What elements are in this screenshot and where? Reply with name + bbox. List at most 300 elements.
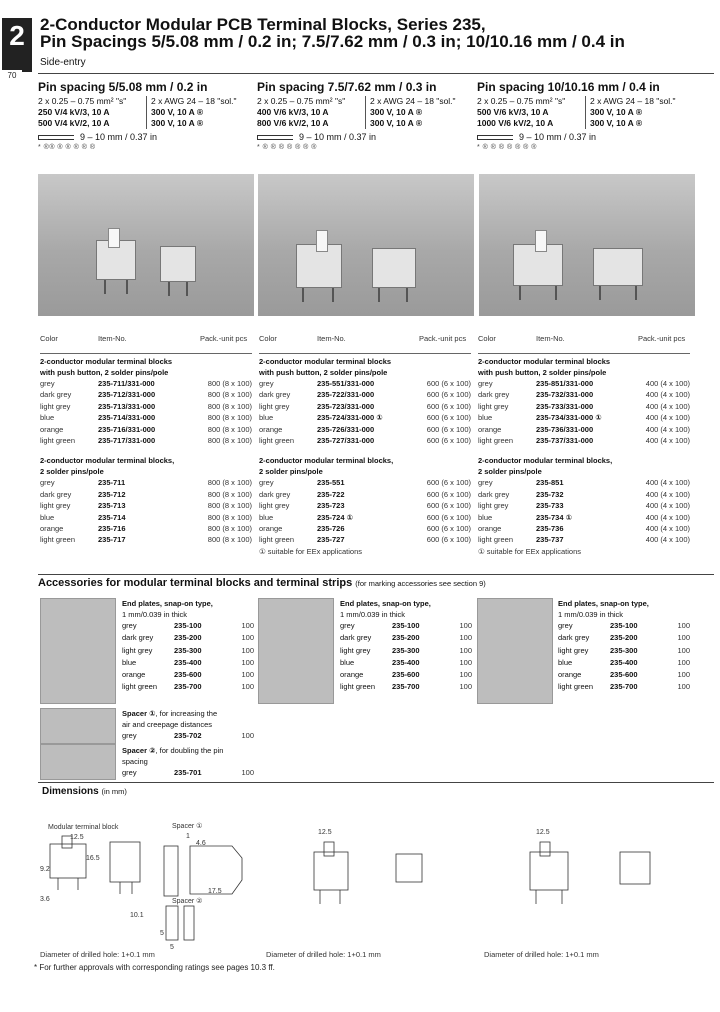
solder-pin [635, 286, 637, 300]
eex-note: ① suitable for EEx applications [259, 546, 363, 556]
cell-item: 235-400 [174, 657, 202, 667]
cell-item: 235-701 [174, 768, 202, 777]
table-row [558, 669, 690, 681]
divider [38, 574, 714, 575]
cell-pack: 800 (8 x 100) [207, 413, 252, 423]
spec-csa: 300 V, 10 A ® [370, 118, 423, 128]
cell-pack: 100 [677, 621, 690, 630]
product-photo-7mm [258, 174, 474, 316]
solder-pin [104, 280, 106, 294]
dim-16-5: 16.5 [86, 855, 100, 862]
table-header [40, 333, 252, 354]
table-row [40, 389, 252, 400]
end-plate-thickness: 1 mm/0.039 in thick [558, 610, 624, 619]
order-table-7mm [259, 333, 471, 557]
divider [38, 73, 714, 74]
wire-strip-icon [38, 135, 74, 140]
section-label-line: 2-conductor modular terminal blocks [40, 357, 173, 366]
cell-color: light green [40, 436, 76, 446]
cell-pack: 100 [459, 645, 472, 655]
drawing-block-5mm [50, 836, 140, 894]
cell-item: 235-716 [98, 524, 126, 534]
dim-1: 1 [186, 833, 190, 840]
spacer-1-desc: , for increasing the [155, 709, 218, 718]
cell-color: blue [259, 413, 274, 423]
column-5mm [38, 80, 250, 151]
spec-rating-1: 500 V/6 kV/3, 10 A [477, 107, 549, 117]
end-plates-group-3 [558, 598, 690, 694]
wire-strip-icon [257, 135, 293, 140]
strip-length [38, 132, 250, 142]
cell-color: grey [122, 621, 137, 630]
cell-item: 235-200 [610, 633, 638, 643]
cell-pack: 100 [241, 621, 254, 630]
cell-color: blue [40, 512, 55, 522]
cell-pack: 400 (4 x 100) [645, 401, 690, 411]
section-label [259, 356, 471, 378]
cell-pack: 800 (8 x 100) [207, 401, 252, 411]
cell-pack: 600 (6 x 100) [426, 501, 471, 511]
cell-pack: 400 (4 x 100) [645, 424, 690, 434]
spacer-2-group [122, 745, 254, 779]
product-photo-10mm [479, 174, 695, 316]
strip-length-text: 9 – 10 mm / 0.37 in [80, 132, 158, 142]
solder-pin [519, 286, 521, 300]
end-plate-thickness: 1 mm/0.039 in thick [122, 610, 188, 619]
dimension-drawings [40, 832, 720, 958]
cell-color: light green [478, 535, 514, 545]
solder-pin [378, 288, 380, 302]
table-row [259, 500, 471, 511]
cell-pack: 100 [241, 633, 254, 643]
cell-color: grey [122, 768, 137, 777]
table-row [478, 500, 690, 511]
cell-color: light grey [558, 645, 589, 655]
drawing-block-10mm [530, 842, 650, 904]
cell-item: 235-734 ① [536, 512, 572, 522]
spec-block [38, 96, 250, 129]
cell-pack: 800 (8 x 100) [207, 390, 252, 400]
section-label-line: with push button, 2 solder pins/pole [259, 368, 388, 377]
cell-color: grey [122, 731, 137, 740]
cell-color: orange [122, 670, 146, 680]
section-label-line: with push button, 2 solder pins/pole [40, 368, 169, 377]
spacer-1-image [40, 708, 116, 744]
cell-color: light green [40, 535, 76, 545]
strip-length-text: 9 – 10 mm / 0.37 in [519, 132, 597, 142]
cell-color: light green [558, 682, 594, 692]
cell-pack: 100 [677, 645, 690, 655]
col-pack: Pack.-unit pcs [200, 334, 248, 343]
cell-pack: 800 (8 x 100) [207, 379, 252, 388]
spec-ul: 300 V, 10 A ® [370, 107, 423, 117]
cell-item: 235-726/331-000 [317, 424, 375, 434]
end-plate-title: End plates, snap-on type, [340, 599, 431, 608]
dim-5: 5 [170, 944, 174, 951]
table-header [478, 333, 690, 354]
table-row [40, 378, 252, 389]
cell-pack: 800 (8 x 100) [207, 436, 252, 446]
cell-pack: 400 (4 x 100) [645, 390, 690, 400]
cell-pack: 100 [459, 621, 472, 630]
section-number: 2 [9, 20, 25, 51]
spacer-2-desc: , for doubling the pin [155, 746, 224, 755]
spec-csa: 300 V, 10 A ® [151, 118, 204, 128]
cell-item: 235-736/331-000 [536, 424, 594, 434]
table-row [40, 489, 252, 500]
table-row [478, 489, 690, 500]
cell-pack: 100 [677, 633, 690, 643]
cell-item: 235-724 ① [317, 512, 353, 522]
cell-item: 235-727 [317, 535, 345, 545]
table-row [558, 632, 690, 644]
cell-pack: 400 (4 x 100) [645, 489, 690, 499]
product-photo-5mm [38, 174, 254, 316]
col-pack: Pack.-unit pcs [419, 334, 467, 343]
section-label-line: 2-conductor modular terminal blocks, [40, 456, 175, 466]
table-row [40, 534, 252, 545]
table-row [122, 767, 254, 779]
col-item: Item-No. [98, 334, 127, 343]
cell-pack: 100 [241, 670, 254, 680]
cell-pack: 400 (4 x 100) [645, 535, 690, 545]
table-row [478, 523, 690, 534]
table-row [478, 534, 690, 545]
table-row [40, 424, 252, 435]
solder-pin [302, 288, 304, 302]
section-tab [2, 18, 32, 80]
cell-item: 235-737/331-000 [536, 436, 594, 446]
cell-item: 235-700 [392, 682, 420, 692]
table-row [259, 412, 471, 423]
cell-color: grey [340, 621, 355, 630]
wire-strip-icon [477, 135, 513, 140]
table-row [558, 681, 690, 693]
cell-color: dark grey [478, 390, 510, 400]
cell-pack: 400 (4 x 100) [645, 524, 690, 534]
cell-pack: 100 [677, 682, 690, 692]
cell-item: 235-600 [174, 670, 202, 680]
cell-pack: 100 [241, 657, 254, 667]
table-row [259, 401, 471, 412]
cell-item: 235-200 [392, 633, 420, 643]
strip-length [477, 132, 689, 142]
cell-color: orange [259, 524, 283, 534]
cell-color: light green [259, 436, 295, 446]
approval-marks: * ® ® ® ® ® ® ® [257, 144, 317, 151]
solder-pin [168, 282, 170, 296]
cell-pack: 100 [241, 645, 254, 655]
cell-item: 235-300 [610, 645, 638, 655]
spec-wire-size: 2 x 0.25 – 0.75 mm² "s" [477, 96, 566, 106]
end-plates-group-2 [340, 598, 472, 694]
table-row [259, 512, 471, 523]
cell-pack: 600 (6 x 100) [426, 489, 471, 499]
cell-pack: 100 [241, 731, 254, 740]
section-label [478, 455, 690, 477]
title-line-1: 2-Conductor Modular PCB Terminal Blocks, Series 235, [40, 15, 486, 34]
end-plate-title: End plates, snap-on type, [558, 599, 649, 608]
table-row [340, 657, 472, 669]
push-button-image [108, 228, 120, 248]
cell-pack: 100 [241, 682, 254, 692]
spacer-1-title: Spacer ① [122, 709, 156, 718]
cell-color: light grey [40, 501, 71, 511]
cell-item: 235-400 [392, 657, 420, 667]
accessories-note: (for marking accessories see section 9) [355, 579, 486, 588]
solder-pin [599, 286, 601, 300]
cell-color: blue [478, 512, 493, 522]
dimensions-unit: (in mm) [101, 787, 127, 796]
cell-color: light grey [259, 501, 290, 511]
cell-pack: 600 (6 x 100) [426, 512, 471, 522]
cell-item: 235-733/331-000 [536, 401, 594, 411]
spec-ul: 300 V, 10 A ® [590, 107, 643, 117]
cell-item: 235-551 [317, 478, 345, 488]
end-plate-image [40, 598, 116, 704]
spec-csa: 300 V, 10 A ® [590, 118, 643, 128]
cell-color: blue [340, 657, 355, 667]
cell-color: blue [478, 413, 493, 423]
cell-item: 235-711 [98, 478, 126, 488]
cell-color: blue [122, 657, 137, 667]
cell-color: grey [478, 478, 493, 488]
cell-color: light green [122, 682, 158, 692]
cell-item: 235-700 [174, 682, 202, 692]
cell-color: dark grey [478, 489, 510, 499]
cell-color: dark grey [40, 489, 72, 499]
dim-12-5: 12.5 [70, 834, 84, 841]
cell-color: light grey [340, 645, 371, 655]
cell-color: light grey [478, 401, 509, 411]
column-10mm [477, 80, 689, 151]
cell-pack: 600 (6 x 100) [426, 413, 471, 423]
end-plates-group-1 [122, 598, 254, 694]
cell-item: 235-727/331-000 [317, 436, 375, 446]
cell-item: 235-702 [174, 731, 202, 740]
table-row [40, 523, 252, 534]
column-heading: Pin spacing 10/10.16 mm / 0.4 in [477, 80, 660, 94]
cell-item: 235-100 [392, 621, 420, 630]
cell-pack: 100 [677, 657, 690, 667]
table-row [122, 645, 254, 657]
cell-pack: 400 (4 x 100) [645, 512, 690, 522]
cell-pack: 800 (8 x 100) [207, 478, 252, 488]
table-row [340, 645, 472, 657]
cell-item: 235-734/331-000 ① [536, 413, 602, 423]
solder-pin [186, 282, 188, 296]
cell-color: orange [478, 424, 502, 434]
cell-pack: 800 (8 x 100) [207, 424, 252, 434]
dim-3-6: 3.6 [40, 896, 50, 903]
table-row [558, 620, 690, 632]
cell-color: orange [40, 524, 64, 534]
divider [38, 782, 714, 783]
cell-color: orange [558, 670, 582, 680]
cell-pack: 400 (4 x 100) [645, 436, 690, 446]
spacer-2-desc2: spacing [122, 757, 148, 766]
section-label-line: 2-conductor modular terminal blocks, [259, 456, 394, 466]
table-row [558, 645, 690, 657]
cell-color: light green [259, 535, 295, 545]
strip-length-text: 9 – 10 mm / 0.37 in [299, 132, 377, 142]
section-label-line: with push button, 2 solder pins/pole [478, 368, 607, 377]
cell-color: dark grey [259, 390, 291, 400]
cell-color: light grey [40, 401, 71, 411]
spec-block [477, 96, 689, 129]
cell-item: 235-717 [98, 535, 126, 545]
spec-awg: 2 x AWG 24 – 18 "sol." [151, 96, 237, 106]
accessories-heading [38, 577, 486, 589]
cell-item: 235-736 [536, 524, 564, 534]
table-row [259, 378, 471, 389]
hole-diameter-3: Diameter of drilled hole: 1+0.1 mm [484, 950, 599, 959]
order-table-10mm [478, 333, 690, 557]
table-row [478, 477, 690, 488]
drawing-spacer-1 [164, 846, 242, 940]
table-row [122, 669, 254, 681]
cell-color: light grey [478, 501, 509, 511]
cell-item: 235-714 [98, 512, 126, 522]
spacer-1-group [122, 708, 254, 742]
cell-pack: 600 (6 x 100) [426, 379, 471, 388]
footnote: * For further approvals with corresponding ratings see pages 10.3 ff. [34, 963, 275, 972]
cell-color: grey [478, 379, 493, 388]
table-row [259, 435, 471, 446]
strip-length [257, 132, 469, 142]
terminal-block-image [160, 246, 196, 282]
cell-item: 235-300 [174, 645, 202, 655]
table-header [259, 333, 471, 354]
end-plate-title: End plates, snap-on type, [122, 599, 213, 608]
col-item: Item-No. [317, 334, 346, 343]
approval-marks: * ® ® ® ® ® ® ® [477, 144, 537, 151]
spacer-2-title: Spacer ② [122, 746, 156, 755]
dimensions-heading [42, 786, 127, 797]
cell-item: 235-726 [317, 524, 345, 534]
page-subtitle: Side-entry [40, 57, 86, 68]
end-plate-thickness: 1 mm/0.039 in thick [340, 610, 406, 619]
table-row [478, 424, 690, 435]
table-row [478, 401, 690, 412]
section-label-line: 2 solder pins/pole [40, 467, 104, 477]
cell-color: dark grey [122, 633, 154, 643]
terminal-block-image [593, 248, 643, 286]
table-row [478, 412, 690, 423]
cell-item: 235-714/331-000 [98, 413, 156, 423]
section-label [259, 455, 471, 477]
spec-rating-2: 500 V/4 kV/2, 10 A [38, 118, 110, 128]
cell-color: light grey [122, 645, 153, 655]
solder-pin [126, 280, 128, 294]
solder-pin [555, 286, 557, 300]
cell-item: 235-712/331-000 [98, 390, 156, 400]
section-label-line: 2-conductor modular terminal blocks [259, 357, 392, 366]
dim-10-1: 10.1 [130, 912, 144, 919]
col-color: Color [478, 334, 496, 343]
cell-item: 235-722/331-000 [317, 390, 375, 400]
cell-item: 235-200 [174, 633, 202, 643]
approval-marks: * ®® ® ® ® ® ® [38, 144, 96, 151]
cell-pack: 100 [459, 657, 472, 667]
dim-12-5-c: 12.5 [536, 829, 550, 836]
section-label [40, 455, 252, 477]
column-7mm [257, 80, 469, 151]
cell-pack: 800 (8 x 100) [207, 501, 252, 511]
dimensions-title: Dimensions [42, 786, 99, 797]
spacer-1-desc2: air and creepage distances [122, 720, 213, 729]
table-row [340, 681, 472, 693]
cell-item: 235-851/331-000 [536, 379, 594, 388]
cell-item: 235-713 [98, 501, 126, 511]
table-row [122, 632, 254, 644]
cell-item: 235-711/331-000 [98, 379, 155, 388]
end-plate-image [477, 598, 553, 704]
cell-color: blue [40, 413, 55, 423]
cell-pack: 100 [241, 768, 254, 777]
table-row [478, 512, 690, 523]
cell-item: 235-400 [610, 657, 638, 667]
solder-pin [406, 288, 408, 302]
section-label-line: 2 solder pins/pole [259, 467, 323, 477]
end-plate-image [258, 598, 334, 704]
section-label [478, 356, 690, 378]
cell-item: 235-723/331-000 [317, 401, 375, 411]
cell-color: grey [40, 379, 55, 388]
cell-item: 235-600 [392, 670, 420, 680]
cell-color: dark grey [558, 633, 590, 643]
cell-pack: 800 (8 x 100) [207, 535, 252, 545]
table-row [478, 435, 690, 446]
col-color: Color [40, 334, 58, 343]
table-row [40, 401, 252, 412]
page-title [40, 16, 710, 50]
spec-rating-2: 1000 V/6 kV/2, 10 A [477, 118, 554, 128]
cell-pack: 100 [459, 682, 472, 692]
spec-ul: 300 V, 10 A ® [151, 107, 204, 117]
terminal-block-image [372, 248, 416, 288]
cell-pack: 800 (8 x 100) [207, 489, 252, 499]
cell-pack: 600 (6 x 100) [426, 401, 471, 411]
dim-4-6: 4.6 [196, 840, 206, 847]
cell-item: 235-100 [610, 621, 638, 630]
table-row [478, 378, 690, 389]
spec-rating-1: 400 V/6 kV/3, 10 A [257, 107, 329, 117]
eex-note: ① suitable for EEx applications [478, 546, 582, 556]
cell-item: 235-732/331-000 [536, 390, 594, 400]
cell-color: blue [558, 657, 573, 667]
dim-5b: 5 [160, 930, 164, 937]
cell-color: light green [478, 436, 514, 446]
title-line-2: Pin Spacings 5/5.08 mm / 0.2 in; 7.5/7.62 mm / 0.3 in; 10/10.16 mm / 0.4 in [40, 32, 625, 51]
dim-9-2: 9.2 [40, 866, 50, 873]
table-row [259, 477, 471, 488]
cell-pack: 600 (6 x 100) [426, 436, 471, 446]
cell-color: blue [259, 512, 274, 522]
cell-pack: 400 (4 x 100) [645, 379, 690, 388]
cell-color: light grey [259, 401, 290, 411]
hole-diameter-2: Diameter of drilled hole: 1+0.1 mm [266, 950, 381, 959]
column-heading: Pin spacing 5/5.08 mm / 0.2 in [38, 80, 208, 94]
table-row [122, 730, 254, 742]
cell-pack: 600 (6 x 100) [426, 535, 471, 545]
dim-17-5: 17.5 [208, 888, 222, 895]
cell-pack: 400 (4 x 100) [645, 413, 690, 423]
col-item: Item-No. [536, 334, 565, 343]
cell-color: orange [478, 524, 502, 534]
table-row [478, 389, 690, 400]
push-button-image [316, 230, 328, 252]
